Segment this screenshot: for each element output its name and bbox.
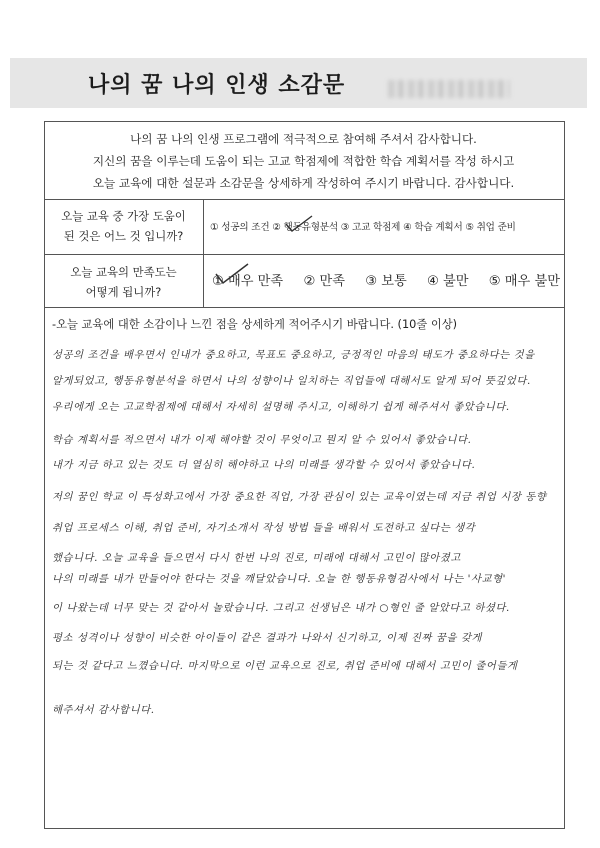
handwritten-line: 해주셔서 감사합니다. bbox=[52, 704, 155, 716]
question1-label: 오늘 교육 중 가장 도움이 된 것은 어느 것 입니까? bbox=[61, 209, 186, 243]
question2-label: 오늘 교육의 만족도는 어떻게 됩니까? bbox=[70, 265, 177, 299]
option-very-dissatisfied[interactable]: ⑤ 매우 불만 bbox=[488, 274, 560, 289]
question1-options[interactable]: ① 성공의 조건 ② 행동유형분석 ③ 고교 학점제 ④ 학습 계획서 ⑤ 취업 준비 bbox=[210, 222, 516, 233]
intro-text bbox=[44, 128, 563, 194]
handwritten-line: 취업 프로세스 이해, 취업 준비, 자기소개서 작성 방법 들을 배워서 도전하고 싶다는 생각 bbox=[52, 522, 476, 534]
checkmark-icon bbox=[214, 262, 250, 286]
handwritten-line: 학습 계획서를 적으면서 내가 이제 해야할 것이 무엇이고 뭔지 알 수 있어서 좋았습니다. bbox=[52, 434, 472, 446]
divider bbox=[44, 199, 565, 200]
column-divider bbox=[203, 199, 204, 307]
handwritten-line: 평소 성격이나 성향이 비슷한 아이들이 같은 결과가 나와서 신기하고, 이제 진짜 꿈을 갖게 bbox=[52, 632, 483, 644]
handwritten-line: 성공의 조건을 배우면서 인내가 중요하고, 목표도 중요하고, 긍정적인 마음의 태도가 중요하다는 것을 bbox=[52, 349, 535, 361]
intro-line: 오늘 교육에 대한 설문과 소감문을 상세하게 작성하여 주시기 바랍니다. 감사합니다. bbox=[92, 176, 515, 190]
handwritten-line: 나의 미래를 내가 만들어야 한다는 것을 깨달았습니다. 오늘 한 행동유형검사에서 나는 '사교형' bbox=[52, 573, 507, 585]
question2-options[interactable] bbox=[212, 270, 560, 289]
response-prompt: -오늘 교육에 대한 소감이나 느낀 점을 상세하게 적어주시기 바랍니다. (10줄 이상) bbox=[52, 318, 458, 331]
option-dissatisfied[interactable]: ④ 불만 bbox=[427, 274, 469, 289]
handwritten-line: 우리에게 오는 고교학점제에 대해서 자세히 설명해 주시고, 이해하기 쉽게 해주셔서 좋았습니다. bbox=[52, 401, 510, 413]
handwritten-line: 저의 꿈인 학교 이 특성화고에서 가장 중요한 직업, 가장 관심이 있는 교육이였는데 지금 취업 시장 동향 bbox=[52, 491, 547, 503]
option-very-satisfied[interactable]: ① 매우 만족 bbox=[212, 274, 284, 289]
handwritten-line: 되는 것 같다고 느꼈습니다. 마지막으로 이런 교육으로 진로, 취업 준비에 대해서 고민이 줄어들게 bbox=[52, 660, 518, 672]
checkmark-icon bbox=[284, 214, 314, 234]
divider bbox=[44, 307, 565, 308]
redacted-name bbox=[388, 80, 510, 98]
divider bbox=[44, 254, 565, 255]
option-neutral[interactable]: ③ 보통 bbox=[365, 274, 407, 289]
handwritten-line: 이 나왔는데 너무 맞는 것 같아서 놀랐습니다. 그리고 선생님은 내가 ○형인 줄 알았다고 하셨다. bbox=[52, 602, 510, 614]
handwritten-line: 알게되었고, 행동유형분석을 하면서 나의 성향이나 일치하는 직업들에 대해서도 알게 되어 뜻깊었다. bbox=[52, 375, 531, 387]
option-satisfied[interactable]: ② 만족 bbox=[303, 274, 345, 289]
page-title: 나의 꿈 나의 인생 소감문 bbox=[88, 73, 346, 98]
intro-line: 나의 꿈 나의 인생 프로그램에 적극적으로 참여해 주셔서 감사합니다. bbox=[130, 132, 477, 146]
handwritten-line: 내가 지금 하고 있는 것도 더 열심히 해야하고 나의 미래를 생각할 수 있어서 좋았습니다. bbox=[52, 459, 476, 471]
intro-line: 지신의 꿈을 이루는데 도움이 되는 고교 학점제에 적합한 학습 계획서를 작성 하시고 bbox=[92, 154, 515, 168]
handwritten-line: 했습니다. 오늘 교육을 들으면서 다시 한번 나의 진로, 미래에 대해서 고민이 많아졌고 bbox=[52, 552, 461, 564]
